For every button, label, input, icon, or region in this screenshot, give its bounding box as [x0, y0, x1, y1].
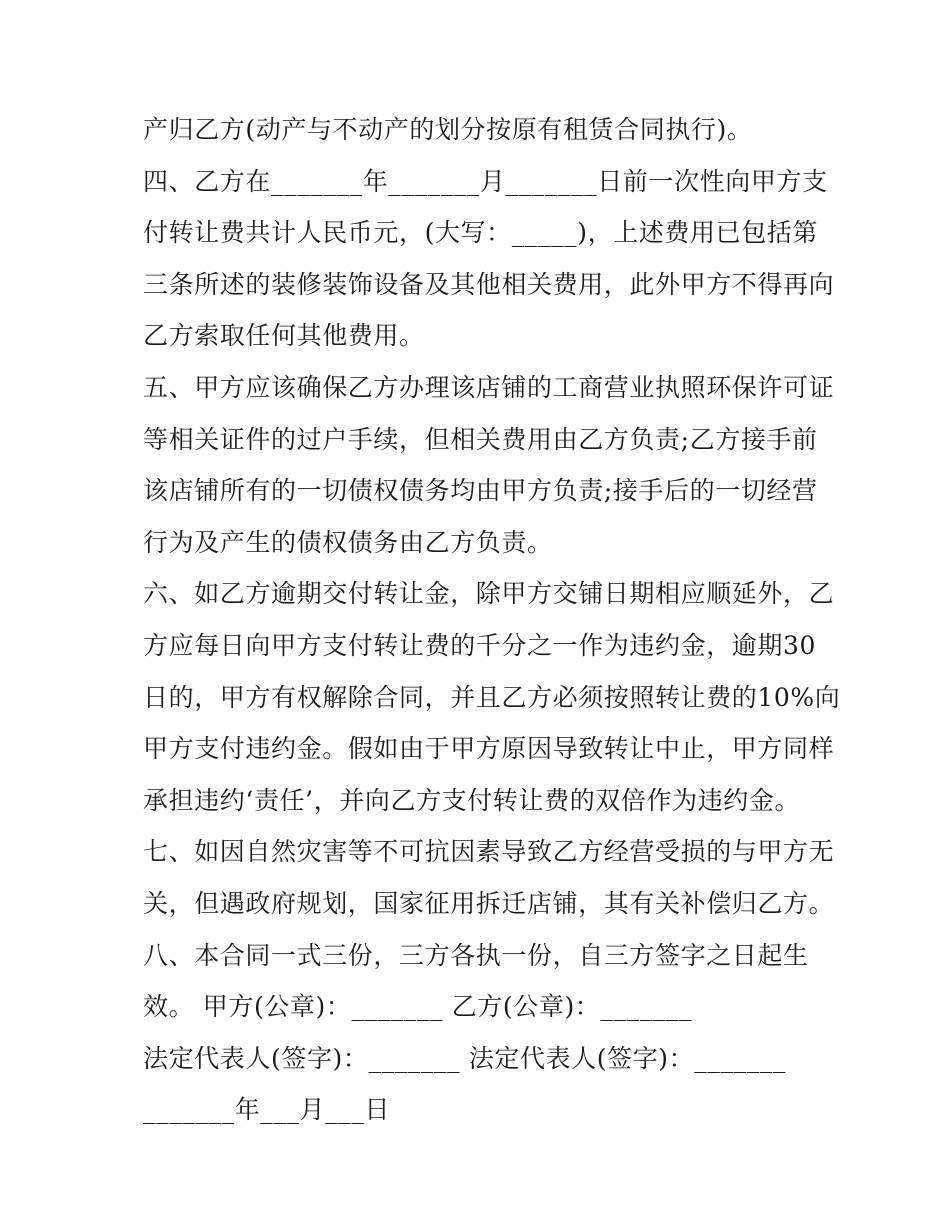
text-line-2: 四、乙方在_______年_______月_______日前一次性向甲方支	[143, 166, 828, 196]
text-line-13: 甲方支付违约金。假如由于甲方原因导致转让中止，甲方同样	[143, 734, 835, 764]
text-line-15: 七、如因自然灾害等不可抗因素导致乙方经营受损的与甲方无	[143, 837, 835, 867]
text-line-1: 产归乙方(动产与不动产的划分按原有租赁合同执行)。	[143, 115, 753, 144]
text-line-12: 日的，甲方有权解除合同，并且乙方必须按照转让费的10%向	[143, 682, 841, 712]
text-line-17: 八、本合同一式三份，三方各执一份，自三方签字之日起生	[143, 940, 809, 970]
text-line-14: 承担违约‘责任’，并向乙方支付转让费的双倍作为违约金。	[143, 785, 801, 815]
text-line-3: 付转让费共计人民币元，(大写：_____)，上述费用已包括第	[143, 218, 819, 248]
contract-text	[143, 104, 841, 1136]
signature-line-seals: 效。 甲方(公章)：_______ 乙方(公章)：_______	[143, 992, 693, 1022]
text-line-9: 行为及产生的债权债务由乙方负责。	[143, 527, 553, 557]
text-line-16: 关，但遇政府规划，国家征用拆迁店铺，其有关补偿归乙方。	[143, 888, 835, 918]
text-line-10: 六、如乙方逾期交付转让金，除甲方交铺日期相应顺延外，乙	[143, 579, 835, 609]
text-line-4: 三条所述的装修装饰设备及其他相关费用，此外甲方不得再向	[143, 269, 835, 299]
text-line-8: 该店铺所有的一切债权债务均由甲方负责;接手后的一切经营	[143, 476, 818, 506]
text-line-5: 乙方索取任何其他费用。	[143, 321, 425, 351]
signature-line-representatives: 法定代表人(签字)：_______ 法定代表人(签字)：_______	[143, 1043, 786, 1073]
text-line-7: 等相关证件的过户手续，但相关费用由乙方负责;乙方接手前	[143, 424, 818, 454]
text-line-11: 方应每日向甲方支付转让费的千分之一作为违约金，逾期30	[143, 630, 817, 660]
date-line: _______年___月___日	[143, 1095, 391, 1125]
text-line-6: 五、甲方应该确保乙方办理该店铺的工商营业执照环保许可证	[143, 372, 835, 402]
